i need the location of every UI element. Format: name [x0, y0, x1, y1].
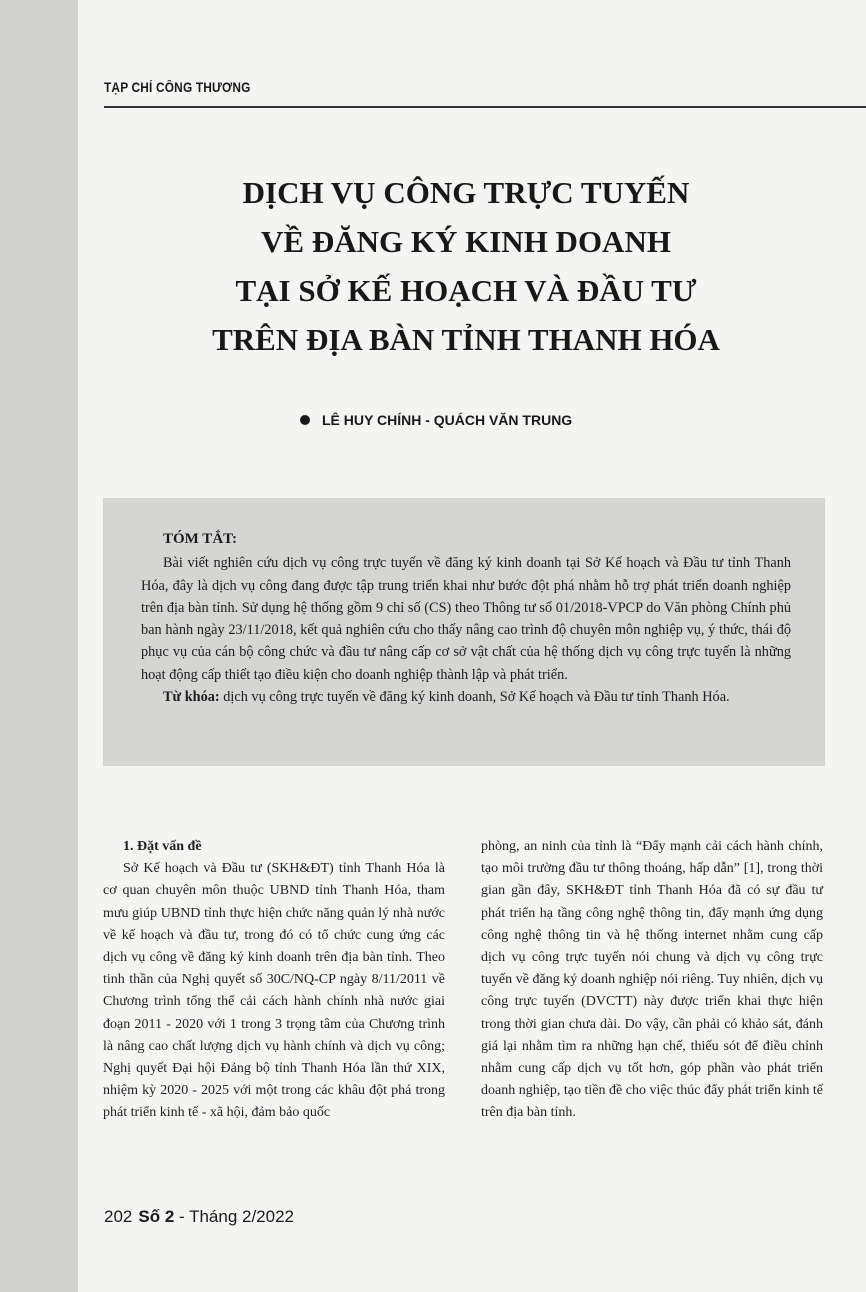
- authors: LÊ HUY CHÍNH - QUÁCH VĂN TRUNG: [322, 412, 573, 428]
- keywords-label: Từ khóa:: [163, 689, 220, 706]
- title-line: TRÊN ĐỊA BÀN TỈNH THANH HÓA: [212, 322, 720, 357]
- abstract-body: Bài viết nghiên cứu dịch vụ công trực tuyến về đăng ký kinh doanh tại Sở Kế hoạch và Đầu tư tỉnh Thanh Hóa, đây là dịch vụ công đang được tập trung triển khai như bước đột phá nhằm hỗ trợ phát triển doanh nghiệp trên địa bàn tỉnh. Sử dụng hệ thống gồm 9 chỉ số (CS) theo Thông tư số 01/2018-VPCP do Văn phòng Chính phủ ban hành ngày 23/11/2018, kết quả nghiên cứu cho thấy nâng cao trình độ chuyên môn nghiệp vụ, ý thức, thái độ phục vụ của cán bộ công chức và đầu tư nâng cấp cơ sở vật chất của hệ thống dịch vụ công trực tuyến là những hoạt động cấp thiết tạo điều kiện cho doanh nghiệp thành lập và phát triển.: [141, 555, 791, 683]
- title-line: TẠI SỞ KẾ HOẠCH VÀ ĐẦU TƯ: [235, 273, 697, 308]
- bullet-icon: [300, 415, 310, 425]
- page-margin-strip: [0, 0, 78, 1292]
- title-line: VỀ ĐĂNG KÝ KINH DOANH: [261, 224, 671, 259]
- title-line: DỊCH VỤ CÔNG TRỰC TUYẾN: [242, 175, 690, 210]
- page-footer: [104, 1207, 294, 1227]
- body-paragraph: phòng, an ninh của tỉnh là “Đẩy mạnh cải cách hành chính, tạo môi trường đầu tư thông thoáng, hấp dẫn” [1], trong thời gian gần đây, SKH&ĐT tỉnh Thanh Hóa đã có sự đầu tư phát triển hạ tầng công nghệ thông tin, đẩy mạnh ứng dụng công nghệ thông tin và hệ thống internet nhằm cung cấp dịch vụ công trực tuyến nói chung và dịch vụ công trực tuyến về đăng ký doanh nghiệp nói riêng. Tuy nhiên, dịch vụ công trực tuyến (DVCTT) này được triển khai thực hiện trong thời gian chưa dài. Do vậy, cần phải có khảo sát, đánh giá lại nhằm tìm ra những hạn chế, thiếu sót để điều chỉnh nhằm cung cấp dịch vụ tốt hơn, góp phần vào phát triển doanh nghiệp, tạo tiền đề cho việc thúc đẩy phát triển kinh tế trên địa bàn tỉnh.: [481, 839, 823, 1121]
- page-number: 202: [104, 1207, 133, 1226]
- left-column: [103, 836, 445, 1125]
- abstract-box: [103, 498, 825, 766]
- article-title: [110, 168, 822, 364]
- issue-date: - Tháng 2/2022: [174, 1207, 295, 1226]
- abstract-heading: TÓM TẮT:: [163, 531, 238, 547]
- section-heading: 1. Đặt vấn đề: [123, 839, 202, 854]
- author-line: [300, 412, 720, 428]
- journal-name: TẠP CHÍ CÔNG THƯƠNG: [104, 80, 251, 95]
- right-column: [481, 836, 823, 1125]
- body-paragraph: Sở Kế hoạch và Đầu tư (SKH&ĐT) tỉnh Thanh Hóa là cơ quan chuyên môn thuộc UBND tỉnh Thanh Hóa, tham mưu giúp UBND tỉnh thực hiện chức năng quản lý nhà nước về kế hoạch và đầu tư, trong đó có tổ chức cung ứng các dịch vụ công về đăng ký kinh doanh trên địa bàn tỉnh. Theo tinh thần của Nghị quyết số 30C/NQ-CP ngày 8/11/2011 về Chương trình tổng thể cải cách hành chính nhà nước giai đoạn 2011 - 2020 với 1 trong 3 trọng tâm của Chương trình là nâng cao chất lượng dịch vụ hành chính và dịch vụ công; Nghị quyết Đại hội Đảng bộ tỉnh Thanh Hóa lần thứ XIX, nhiệm kỳ 2020 - 2025 với một trong các khâu đột phá trong phát triển kinh tế - xã hội, đảm bảo quốc: [103, 861, 445, 1121]
- issue-number: Số 2: [138, 1207, 175, 1226]
- keywords: [141, 686, 791, 708]
- header-rule: [104, 106, 866, 108]
- keywords-text: dịch vụ công trực tuyến về đăng ký kinh doanh, Sở Kế hoạch và Đầu tư tỉnh Thanh Hóa.: [223, 689, 730, 706]
